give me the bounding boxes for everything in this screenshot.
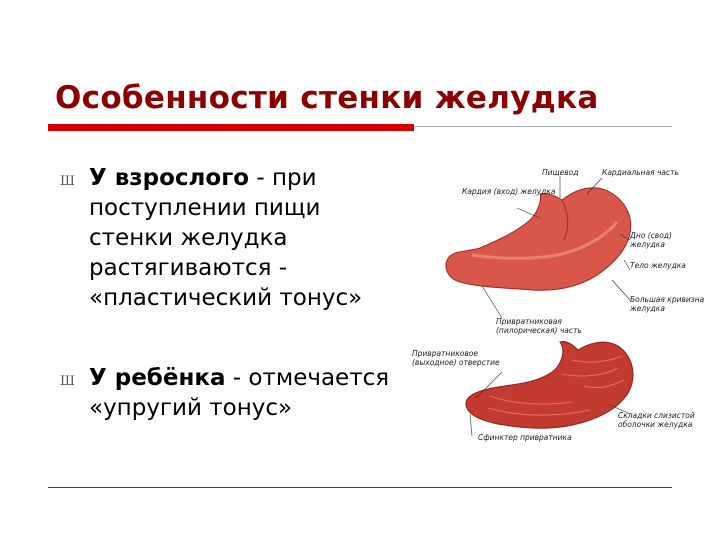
title-underline-red (48, 124, 414, 131)
label-dno: Дно (свод) желудка (630, 231, 672, 249)
label-kardialnaya-chast: Кардиальная часть (602, 168, 679, 177)
page-title: Особенности стенки желудка (55, 80, 599, 116)
label-skladki: Складки слизистой оболочки желудка (618, 411, 695, 429)
bullet-body-child: - отмечается «упругий тонус» (89, 365, 390, 421)
bullet-marker-2: Ш (60, 374, 75, 389)
bullet-text-adult (89, 163, 409, 313)
bullet-body-adult: - при поступлении пищи стенки желудка растягиваются - «пластический тонус» (89, 165, 363, 311)
bullet-bold-child: У ребёнка (89, 365, 226, 391)
label-kardiya: Кардия (вход) желудка (462, 187, 556, 196)
label-privratnikovoe-otverstie: Привратниковое (выходное) отверстие (412, 349, 500, 367)
bullet-bold-adult: У взрослого (89, 165, 250, 191)
label-sfinkter: Сфинктер привратника (478, 433, 572, 442)
bottom-rule (48, 487, 672, 488)
title-underline-gray (414, 126, 672, 127)
label-bolshaya-krivizna: Большая кривизна желудка (630, 295, 705, 313)
bullet-marker-1: Ш (60, 174, 75, 189)
label-privratnikovaya-chast: Привратниковая (пилорическая) часть (496, 317, 582, 335)
bullet-text-child (89, 363, 409, 423)
stomach-figure (412, 160, 712, 450)
label-pishevod: Пищевод (542, 168, 579, 177)
label-telo: Тело желудка (630, 261, 686, 270)
